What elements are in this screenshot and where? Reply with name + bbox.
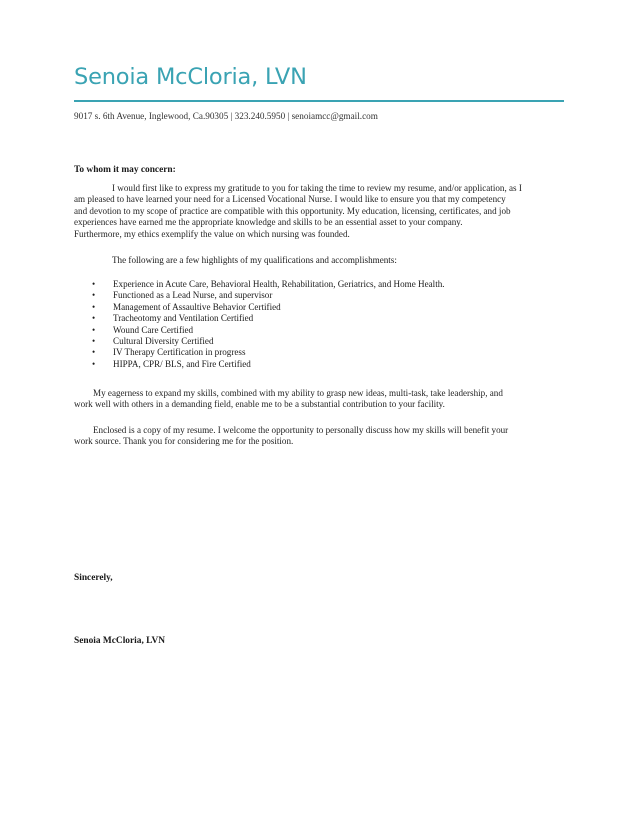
list-item-text: Management of Assaultive Behavior Certified (113, 301, 281, 312)
list-item (92, 279, 445, 290)
list-item (92, 313, 445, 324)
list-item (92, 347, 445, 358)
salutation: To whom it may concern: (74, 165, 176, 175)
paragraph-enclosure (74, 425, 566, 448)
list-item-text: Tracheotomy and Ventilation Certified (113, 313, 254, 324)
bullet-icon: • (92, 290, 96, 301)
bullet-icon: • (92, 279, 96, 289)
paragraph-line: and devotion to my scope of practice are compatible with this opportunity. My education, licensing, certificates, and job (74, 205, 511, 216)
list-item-text: Wound Care Certified (113, 324, 194, 335)
header-divider (74, 100, 564, 102)
list-item-text: Experience in Acute Care, Behavioral Health, Rehabilitation, Geriatrics, and Home Health. (113, 279, 445, 289)
paragraph-line: am pleased to have learned your need for a Licensed Vocational Nurse. I would like to ensure you that my competency (74, 194, 506, 205)
contact-line: 9017 s. 6th Avenue, Inglewood, Ca.90305 | 323.240.5950 | senoiamcc@gmail.com (74, 111, 378, 121)
bullet-icon: • (92, 347, 96, 358)
paragraph-eagerness (74, 388, 566, 411)
paragraph-line: Furthermore, my ethics exemplify the value on which nursing was founded. (74, 228, 350, 239)
bullet-icon: • (92, 313, 96, 324)
bullet-icon: • (92, 336, 96, 347)
list-item-text: Functioned as a Lead Nurse, and supervisor (113, 290, 273, 301)
paragraph-line: Enclosed is a copy of my resume. I welcome the opportunity to personally discuss how my skills will benefit your (93, 425, 509, 435)
paragraph-line: I would first like to express my gratitude to you for taking the time to review my resume, and/or application, as I (112, 183, 522, 193)
applicant-name: Senoia McCloria, LVN (74, 64, 307, 90)
closing: Sincerely, (74, 573, 113, 583)
list-item (92, 325, 445, 336)
list-item (92, 302, 445, 313)
list-item-text: Cultural Diversity Certified (113, 336, 214, 347)
list-item (92, 359, 445, 370)
paragraph-gratitude (74, 183, 566, 240)
list-item (92, 336, 445, 347)
signature-name: Senoia McCloria, LVN (74, 636, 166, 646)
paragraph-line: experiences have earned me the appropriate knowledge and skills to be an essential asset to your company. (74, 217, 463, 228)
highlights-intro: The following are a few highlights of my qualifications and accomplishments: (112, 255, 397, 265)
paragraph-line: work well with others in a demanding field, enable me to be a substantial contribution to your facility. (74, 399, 445, 410)
list-item-text: HIPPA, CPR/ BLS, and Fire Certified (113, 358, 251, 369)
list-item (92, 290, 445, 301)
paragraph-line: My eagerness to expand my skills, combined with my ability to grasp new ideas, multi-task, take leadership, and (93, 388, 503, 398)
list-item-text: IV Therapy Certification in progress (113, 347, 246, 358)
bullet-icon: • (92, 301, 96, 312)
bullet-icon: • (92, 358, 96, 369)
bullet-icon: • (92, 324, 96, 335)
paragraph-line: work source. Thank you for considering me for the position. (74, 436, 294, 447)
highlights-list (92, 279, 445, 370)
